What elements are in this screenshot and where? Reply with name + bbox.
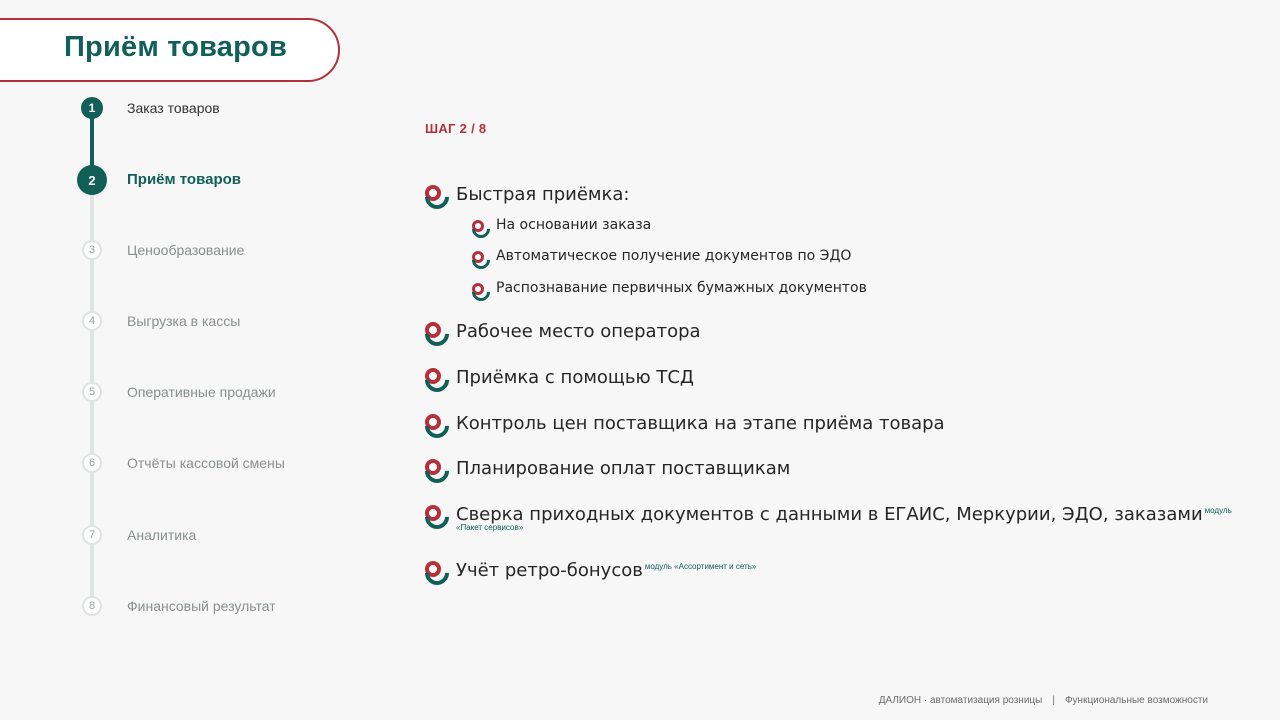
step-marker-1[interactable]: 1 <box>81 97 103 119</box>
footer-separator: | <box>1052 695 1055 706</box>
sub-bullet-icon <box>472 251 484 263</box>
step-label-shift-reports[interactable]: Отчёты кассовой смены <box>127 455 285 471</box>
footer-company: ДАЛИОН · автоматизация розницы <box>878 695 1043 706</box>
step-marker-2[interactable]: 2 <box>77 165 107 195</box>
module-note-name: «Пакет сервисов» <box>456 523 524 532</box>
step-marker-5[interactable]: 5 <box>82 382 102 402</box>
bullet-icon <box>425 505 441 521</box>
bullet-icon <box>425 459 441 475</box>
module-note: модуль «Ассортимент и сеть» <box>644 562 757 571</box>
feature-payment-planning: Планирование оплат поставщикам <box>456 458 791 479</box>
subfeature-edo-documents: Автоматическое получение документов по ЭДО <box>496 248 852 264</box>
step-label-analytics[interactable]: Аналитика <box>127 527 197 543</box>
feature-quick-receiving: Быстрая приёмка: <box>456 184 630 205</box>
step-label-export-to-registers[interactable]: Выгрузка в кассы <box>127 313 241 329</box>
step-marker-8[interactable]: 8 <box>82 596 102 616</box>
footer-section: Функциональные возможности <box>1064 695 1208 706</box>
step-marker-4[interactable]: 4 <box>82 311 102 331</box>
subfeature-based-on-order: На основании заказа <box>496 217 652 233</box>
step-label-receiving[interactable]: Приём товаров <box>127 171 241 188</box>
feature-document-reconciliation-text: Сверка приходных документов с данными в ЕГАИС, Меркурии, ЭДО, заказами <box>456 504 1203 525</box>
step-marker-7[interactable]: 7 <box>82 525 102 545</box>
bullet-icon <box>425 561 441 577</box>
sub-bullet-icon <box>472 220 484 232</box>
step-label-financial-result[interactable]: Финансовый результат <box>127 598 276 614</box>
feature-tsd-receiving: Приёмка с помощью ТСД <box>456 367 694 388</box>
step-counter: ШАГ 2 / 8 <box>425 121 487 136</box>
bullet-icon <box>425 414 441 430</box>
feature-document-reconciliation <box>456 504 1232 525</box>
step-marker-3[interactable]: 3 <box>82 240 102 260</box>
bullet-icon <box>425 368 441 384</box>
bullet-icon <box>425 185 441 201</box>
subfeature-paper-recognition: Распознавание первичных бумажных документов <box>496 280 867 296</box>
feature-operator-workplace: Рабочее место оператора <box>456 321 701 342</box>
step-marker-6[interactable]: 6 <box>82 453 102 473</box>
step-label-operational-sales[interactable]: Оперативные продажи <box>127 384 276 400</box>
step-label-order[interactable]: Заказ товаров <box>127 100 220 116</box>
bullet-icon <box>425 322 441 338</box>
step-label-pricing[interactable]: Ценообразование <box>127 242 245 258</box>
page-title: Приём товаров <box>64 31 287 63</box>
footer <box>879 695 1208 706</box>
feature-retro-bonuses <box>456 560 756 581</box>
feature-supplier-price-control: Контроль цен поставщика на этапе приёма товара <box>456 413 945 434</box>
module-note: модуль <box>1204 506 1232 515</box>
feature-retro-bonuses-text: Учёт ретро-бонусов <box>456 560 643 581</box>
sub-bullet-icon <box>472 283 484 295</box>
